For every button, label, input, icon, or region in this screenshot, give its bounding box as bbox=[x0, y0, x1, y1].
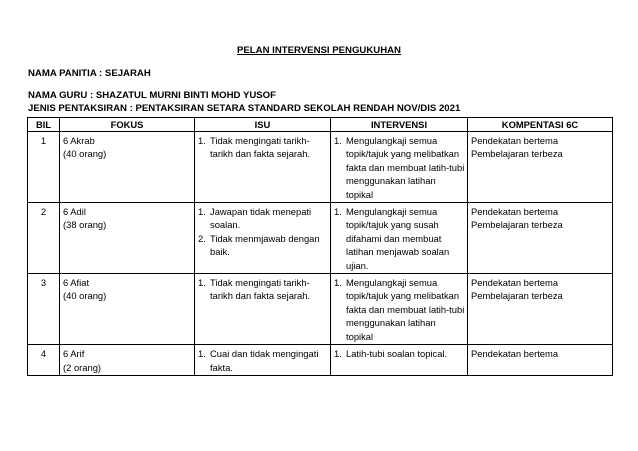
fokus-text: 6 Akrab bbox=[63, 135, 95, 146]
cell-fokus bbox=[60, 274, 195, 345]
list-text: topik/tajuk yang susah bbox=[346, 219, 439, 231]
list-text: Jawapan tidak menepati bbox=[210, 206, 312, 218]
list-text: Latih-tubi soalan topical. bbox=[346, 348, 448, 360]
list-item bbox=[198, 134, 327, 161]
list-item bbox=[198, 232, 327, 259]
fokus-text: (38 orang) bbox=[63, 219, 107, 231]
list-text: difahami dan membuat bbox=[346, 232, 442, 244]
kompetensi-text: Pendekatan bertema bbox=[471, 348, 559, 360]
kompetensi-text: Pembelajaran terbeza bbox=[471, 219, 563, 231]
list-text: menggunakan latihan bbox=[346, 175, 436, 187]
list-number: 1. bbox=[198, 277, 206, 289]
list-text: latihan menjawab soalan bbox=[346, 246, 450, 258]
cell-bil: 3 bbox=[28, 274, 60, 345]
guru-line: NAMA GURU : SHAZATUL MURNI BINTI MOHD YUSOF bbox=[28, 90, 277, 101]
list-text: fakta. bbox=[210, 361, 233, 373]
cell-fokus bbox=[60, 132, 195, 203]
list-text: tarikh dan fakta sejarah. bbox=[210, 148, 311, 160]
cell-intervensi bbox=[331, 203, 468, 274]
cell-fokus bbox=[60, 345, 195, 376]
list-number: 1. bbox=[334, 277, 342, 289]
fokus-text: (40 orang) bbox=[63, 290, 107, 302]
list-number: 2. bbox=[198, 232, 206, 244]
kompetensi-text: Pendekatan bertema bbox=[471, 206, 559, 218]
list-item bbox=[334, 347, 464, 360]
cell-bil: 4 bbox=[28, 345, 60, 376]
list-text: topikal bbox=[346, 330, 374, 342]
list-item bbox=[334, 134, 464, 201]
list-number: 1. bbox=[334, 348, 342, 360]
header-isu: ISU bbox=[195, 118, 331, 132]
table-row bbox=[28, 132, 613, 203]
fokus-text: 6 Arif bbox=[63, 348, 85, 360]
list-text: Cuai dan tidak mengingati bbox=[210, 348, 319, 360]
cell-isu bbox=[195, 132, 331, 203]
list-text: Tidak mengingati tarikh- bbox=[210, 135, 310, 146]
list-number: 1. bbox=[334, 206, 342, 218]
list-item bbox=[198, 347, 327, 374]
list-text: Mengulangkaji semua bbox=[346, 277, 438, 289]
list-number: 1. bbox=[198, 206, 206, 218]
list-number: 1. bbox=[198, 135, 206, 146]
list-text: Mengulangkaji semua bbox=[346, 206, 438, 218]
list-text: topik/tajuk yang melibatkan bbox=[346, 148, 460, 160]
list-text: Tidak menmjawab dengan bbox=[210, 232, 320, 244]
cell-kompetensi bbox=[468, 203, 613, 274]
cell-bil: 1 bbox=[28, 132, 60, 203]
cell-isu bbox=[195, 345, 331, 376]
list-item bbox=[198, 205, 327, 232]
cell-fokus bbox=[60, 203, 195, 274]
list-text: menggunakan latihan bbox=[346, 317, 436, 329]
table-row bbox=[28, 345, 613, 376]
cell-intervensi bbox=[331, 274, 468, 345]
list-number: 1. bbox=[198, 348, 206, 360]
fokus-text: (40 orang) bbox=[63, 148, 107, 160]
list-text: topikal bbox=[346, 188, 374, 200]
cell-intervensi bbox=[331, 132, 468, 203]
list-item bbox=[334, 276, 464, 343]
pentaksiran-line: JENIS PENTAKSIRAN : PENTAKSIRAN SETARA STANDARD SEKOLAH RENDAH NOV/DIS 2021 bbox=[28, 103, 461, 114]
list-text: fakta dan membuat latih-tubi bbox=[346, 303, 465, 315]
kompetensi-text: Pembelajaran terbeza bbox=[471, 148, 563, 160]
table-row bbox=[28, 203, 613, 274]
list-text: baik. bbox=[210, 246, 230, 258]
list-text: ujian. bbox=[346, 259, 369, 271]
list-text: topik/tajuk yang melibatkan bbox=[346, 290, 460, 302]
intervention-table bbox=[27, 117, 613, 376]
cell-isu bbox=[195, 203, 331, 274]
list-item bbox=[198, 276, 327, 303]
header-bil: BIL bbox=[28, 118, 60, 132]
cell-bil: 2 bbox=[28, 203, 60, 274]
fokus-text: 6 Adil bbox=[63, 206, 86, 218]
table-row bbox=[28, 274, 613, 345]
list-text: tarikh dan fakta sejarah. bbox=[210, 290, 311, 302]
list-text: soalan. bbox=[210, 219, 241, 231]
fokus-text: (2 orang) bbox=[63, 361, 102, 373]
list-item bbox=[334, 205, 464, 272]
list-number: 1. bbox=[334, 135, 342, 146]
header-kompetensi: KOMPENTASI 6C bbox=[468, 118, 613, 132]
kompetensi-text: Pendekatan bertema bbox=[471, 277, 559, 289]
header-intervensi: INTERVENSI bbox=[331, 118, 468, 132]
list-text: Tidak mengingati tarikh- bbox=[210, 277, 310, 289]
cell-kompetensi bbox=[468, 274, 613, 345]
cell-kompetensi bbox=[468, 345, 613, 376]
header-fokus: FOKUS bbox=[60, 118, 195, 132]
cell-isu bbox=[195, 274, 331, 345]
list-text: Mengulangkaji semua bbox=[346, 135, 438, 146]
list-text: fakta dan membuat latih-tubi bbox=[346, 161, 465, 173]
panitia-line: NAMA PANITIA : SEJARAH bbox=[28, 68, 151, 79]
table-header-row bbox=[28, 118, 613, 132]
cell-intervensi bbox=[331, 345, 468, 376]
fokus-text: 6 Afiat bbox=[63, 277, 90, 289]
kompetensi-text: Pembelajaran terbeza bbox=[471, 290, 563, 302]
document-title: PELAN INTERVENSI PENGUKUHAN bbox=[236, 45, 401, 56]
kompetensi-text: Pendekatan bertema bbox=[471, 135, 559, 146]
cell-kompetensi bbox=[468, 132, 613, 203]
